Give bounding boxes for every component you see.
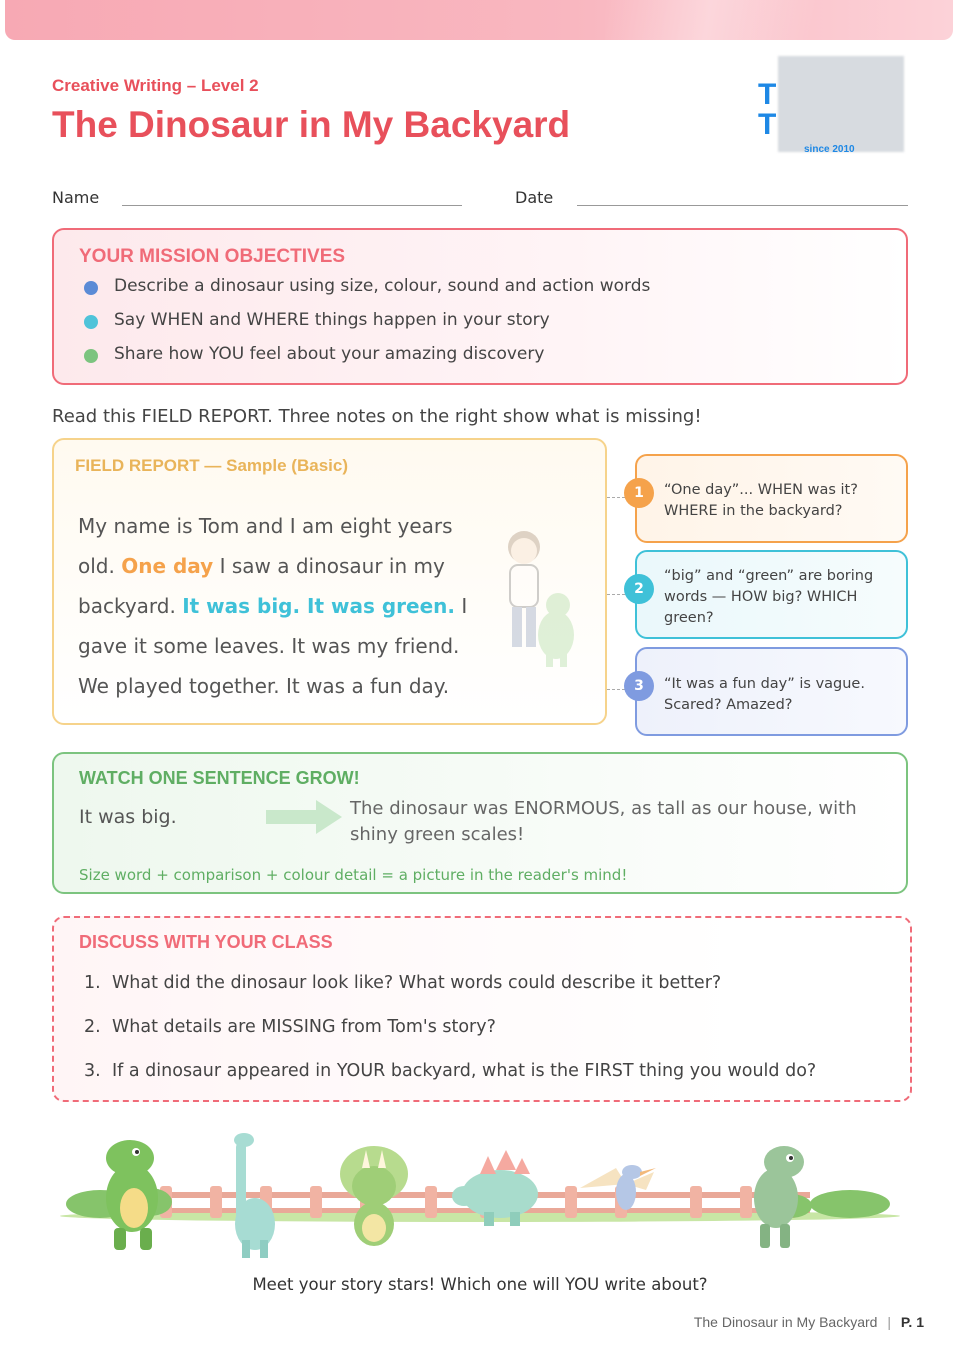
objective-bullet-icon: [84, 349, 98, 363]
missing-note-1: [635, 454, 908, 543]
header-banner: [5, 0, 953, 40]
footer-title: The Dinosaur in My Backyard: [693, 1314, 878, 1330]
discussion-question: What details are MISSING from Tom's story?: [112, 1017, 496, 1037]
highlight-one-day: One day: [121, 554, 214, 578]
date-line[interactable]: [577, 205, 908, 206]
arrow-right-icon: [266, 800, 344, 834]
note-number-badge: 1: [624, 478, 654, 508]
objective-bullet-icon: [84, 315, 98, 329]
dinosaur-parade-illustration: [60, 1128, 900, 1264]
sentence-formula: Size word + comparison + colour detail = a picture in the reader's mind!: [79, 866, 628, 884]
school-logo: [758, 56, 908, 156]
note-number-badge: 3: [624, 671, 654, 701]
logo-since-text: since 2010: [804, 144, 855, 155]
t-rex-icon: [106, 1140, 158, 1250]
discussion-question: What did the dinosaur look like? What words could describe it better?: [112, 973, 722, 993]
field-report-box: [52, 438, 607, 725]
story-line: My name is Tom and I am eight years: [78, 514, 453, 538]
sentence-after: The dinosaur was ENORMOUS, as tall as our house, with shiny green scales!: [350, 798, 857, 845]
story-line: gave it some leaves. It was my friend.: [78, 634, 460, 658]
note-text: “big” and “green” are boring words — HOW big? WHICH green?: [664, 568, 874, 626]
boy-with-dinosaur-illustration: [494, 525, 584, 675]
story-text: old.: [78, 554, 122, 578]
note-number-badge: 2: [624, 574, 654, 604]
story-text: backyard.: [78, 594, 183, 618]
page-footer: [694, 1314, 924, 1330]
discuss-box: [52, 916, 912, 1102]
sentence-grow-title: WATCH ONE SENTENCE GROW!: [79, 768, 360, 788]
raptor-icon: [754, 1146, 804, 1248]
field-report-intro: Read this FIELD REPORT. Three notes on the right show what is missing!: [52, 406, 702, 427]
story-text: I saw a dinosaur in my: [213, 554, 445, 578]
missing-note-3: [635, 647, 908, 736]
field-report-title: FIELD REPORT — Sample (Basic): [75, 456, 348, 475]
objective-item: Say WHEN and WHERE things happen in your story: [114, 310, 550, 330]
name-line[interactable]: [122, 205, 462, 206]
story-line: We played together. It was a fun day.: [78, 674, 450, 698]
mission-title: YOUR MISSION OBJECTIVES: [79, 246, 346, 267]
question-number: 2.: [84, 1017, 101, 1037]
objective-item: Share how YOU feel about your amazing discovery: [114, 344, 545, 364]
footer-separator: |: [887, 1314, 891, 1330]
illustration-caption: Meet your story stars! Which one will YOU write about?: [252, 1275, 708, 1294]
sentence-grow-box: [52, 752, 908, 894]
date-label: Date: [515, 188, 554, 207]
field-report-story: [78, 506, 488, 706]
sentence-before: It was big.: [79, 806, 177, 828]
story-line: [78, 546, 488, 586]
mission-objectives-box: [52, 228, 908, 385]
discussion-question: If a dinosaur appeared in YOUR backyard, what is the FIRST thing you would do?: [112, 1061, 817, 1081]
page-number: P. 1: [900, 1314, 924, 1330]
objective-item: Describe a dinosaur using size, colour, sound and action words: [114, 276, 651, 296]
note-text: “It was a fun day” is vague. Scared? Amazed?: [664, 676, 865, 713]
page-title: The Dinosaur in My Backyard: [52, 104, 571, 145]
objective-bullet-icon: [84, 281, 98, 295]
story-line: [78, 586, 488, 626]
note-text: “One day”... WHEN was it? WHERE in the backyard?: [664, 482, 858, 519]
logo-blurred-image: [778, 56, 904, 152]
name-label: Name: [52, 188, 100, 207]
worksheet-subtitle: Creative Writing – Level 2: [52, 76, 259, 95]
highlight-big-green: It was big. It was green.: [182, 594, 456, 618]
missing-note-2: [635, 550, 908, 639]
discuss-title: DISCUSS WITH YOUR CLASS: [79, 932, 333, 952]
logo-letter: T: [758, 78, 777, 111]
logo-letter: T: [758, 108, 777, 141]
story-text: I: [455, 594, 468, 618]
question-number: 1.: [84, 973, 101, 993]
question-number: 3.: [84, 1061, 101, 1081]
